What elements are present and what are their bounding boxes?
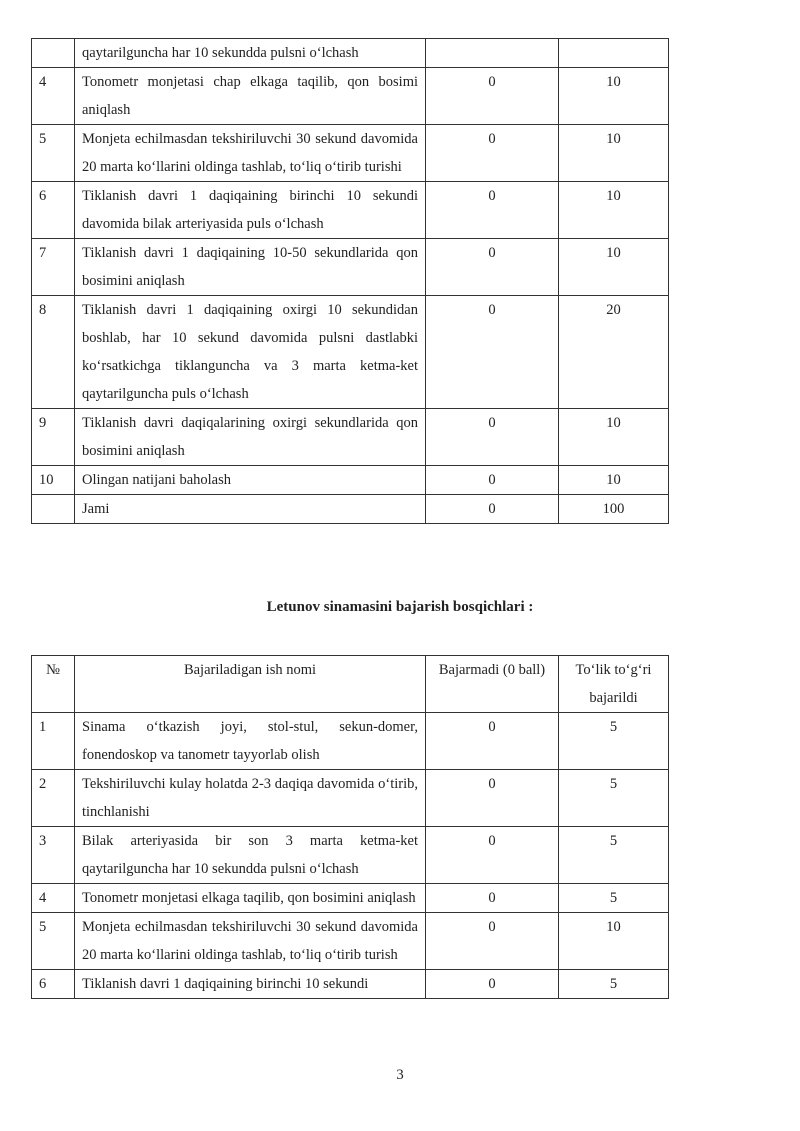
full-score: 10 bbox=[559, 466, 669, 495]
table-row bbox=[32, 239, 669, 296]
task-name: Tonometr monjetasi chap elkaga taqilib, qon bosimi aniqlash bbox=[75, 68, 426, 125]
not-done-score: 0 bbox=[426, 125, 559, 182]
not-done-score: 0 bbox=[426, 296, 559, 409]
full-score: 10 bbox=[559, 68, 669, 125]
not-done-score: 0 bbox=[426, 770, 559, 827]
total-full-score: 100 bbox=[559, 495, 669, 524]
table-2-header bbox=[32, 656, 669, 713]
task-name: Tiklanish davri 1 daqiqaining oxirgi 10 sekundidan boshlab, har 10 sekund davomida pulsni dastlabki ko‘rsatkichga tiklanguncha va 3 marta ketma-ket qaytarilguncha puls o‘lchash bbox=[75, 296, 426, 409]
full-score: 10 bbox=[559, 182, 669, 239]
row-number: 4 bbox=[32, 884, 75, 913]
not-done-score: 0 bbox=[426, 239, 559, 296]
table-row bbox=[32, 827, 669, 884]
table-row bbox=[32, 182, 669, 239]
row-number: 1 bbox=[32, 713, 75, 770]
scoring-table-continued bbox=[31, 38, 669, 524]
full-score: 5 bbox=[559, 970, 669, 999]
full-score: 20 bbox=[559, 296, 669, 409]
not-done-score: 0 bbox=[426, 827, 559, 884]
task-name: Monjeta echilmasdan tekshiriluvchi 30 sekund davomida 20 marta ko‘llarini oldinga tashlab, to‘liq o‘tirib turish bbox=[75, 913, 426, 970]
full-score: 10 bbox=[559, 239, 669, 296]
task-name: Olingan natijani baholash bbox=[75, 466, 426, 495]
full-score: 10 bbox=[559, 913, 669, 970]
task-name: Tonometr monjetasi elkaga taqilib, qon bosimini aniqlash bbox=[75, 884, 426, 913]
header-task-name: Bajariladigan ish nomi bbox=[75, 656, 426, 713]
not-done-score: 0 bbox=[426, 913, 559, 970]
page-number: 3 bbox=[396, 1067, 404, 1083]
full-score: 5 bbox=[559, 884, 669, 913]
task-name: Tiklanish davri daqiqalarining oxirgi sekundlarida qon bosimini aniqlash bbox=[75, 409, 426, 466]
row-number: 6 bbox=[32, 970, 75, 999]
row-number: 10 bbox=[32, 466, 75, 495]
row-number: 5 bbox=[32, 913, 75, 970]
task-name: Bilak arteriyasida bir son 3 marta ketma-ket qaytarilguncha har 10 sekundda pulsni o‘lchash bbox=[75, 827, 426, 884]
task-name: Monjeta echilmasdan tekshiriluvchi 30 sekund davomida 20 marta ko‘llarini oldinga tashlab, to‘liq o‘tirib turishi bbox=[75, 125, 426, 182]
full-score: 5 bbox=[559, 770, 669, 827]
header-not-done: Bajarmadi (0 ball) bbox=[426, 656, 559, 713]
letunov-steps-table bbox=[31, 655, 669, 999]
table-row bbox=[32, 913, 669, 970]
task-name: Tekshiriluvchi kulay holatda 2-3 daqiqa davomida o‘tirib, tinchlanishi bbox=[75, 770, 426, 827]
not-done-score: 0 bbox=[426, 466, 559, 495]
full-score bbox=[559, 39, 669, 68]
row-number: 5 bbox=[32, 125, 75, 182]
total-label: Jami bbox=[75, 495, 426, 524]
table-row bbox=[32, 713, 669, 770]
row-number: 9 bbox=[32, 409, 75, 466]
table-1-body bbox=[32, 39, 669, 524]
full-score: 10 bbox=[559, 125, 669, 182]
table-row bbox=[32, 409, 669, 466]
table-row bbox=[32, 970, 669, 999]
not-done-score: 0 bbox=[426, 182, 559, 239]
row-number: 7 bbox=[32, 239, 75, 296]
row-number: 2 bbox=[32, 770, 75, 827]
row-number: 4 bbox=[32, 68, 75, 125]
table-2-body bbox=[32, 713, 669, 999]
task-name: Tiklanish davri 1 daqiqaining 10-50 sekundlarida qon bosimini aniqlash bbox=[75, 239, 426, 296]
not-done-score bbox=[426, 39, 559, 68]
task-name: Tiklanish davri 1 daqiqaining birinchi 10 sekundi bbox=[75, 970, 426, 999]
row-number: 6 bbox=[32, 182, 75, 239]
header-number: № bbox=[32, 656, 75, 713]
total-not-done-score: 0 bbox=[426, 495, 559, 524]
row-number: 3 bbox=[32, 827, 75, 884]
task-name: Sinama o‘tkazish joyi, stol-stul, sekun-domer, fonendoskop va tanometr tayyorlab olish bbox=[75, 713, 426, 770]
table-row bbox=[32, 296, 669, 409]
row-number: 8 bbox=[32, 296, 75, 409]
header-row bbox=[32, 656, 669, 713]
total-row bbox=[32, 495, 669, 524]
section-title: Letunov sinamasini bajarish bosqichlari : bbox=[266, 599, 534, 615]
full-score: 5 bbox=[559, 713, 669, 770]
table-row bbox=[32, 39, 669, 68]
row-number bbox=[32, 39, 75, 68]
table-row bbox=[32, 884, 669, 913]
full-score: 5 bbox=[559, 827, 669, 884]
not-done-score: 0 bbox=[426, 970, 559, 999]
table-row bbox=[32, 68, 669, 125]
not-done-score: 0 bbox=[426, 713, 559, 770]
not-done-score: 0 bbox=[426, 68, 559, 125]
task-name: qaytarilguncha har 10 sekundda pulsni o‘lchash bbox=[75, 39, 426, 68]
header-fully-done: To‘lik to‘g‘ri bajarildi bbox=[559, 656, 669, 713]
table-row bbox=[32, 466, 669, 495]
not-done-score: 0 bbox=[426, 409, 559, 466]
row-number bbox=[32, 495, 75, 524]
not-done-score: 0 bbox=[426, 884, 559, 913]
full-score: 10 bbox=[559, 409, 669, 466]
table-row bbox=[32, 125, 669, 182]
task-name: Tiklanish davri 1 daqiqaining birinchi 10 sekundi davomida bilak arteriyasida puls o‘lchash bbox=[75, 182, 426, 239]
table-row bbox=[32, 770, 669, 827]
